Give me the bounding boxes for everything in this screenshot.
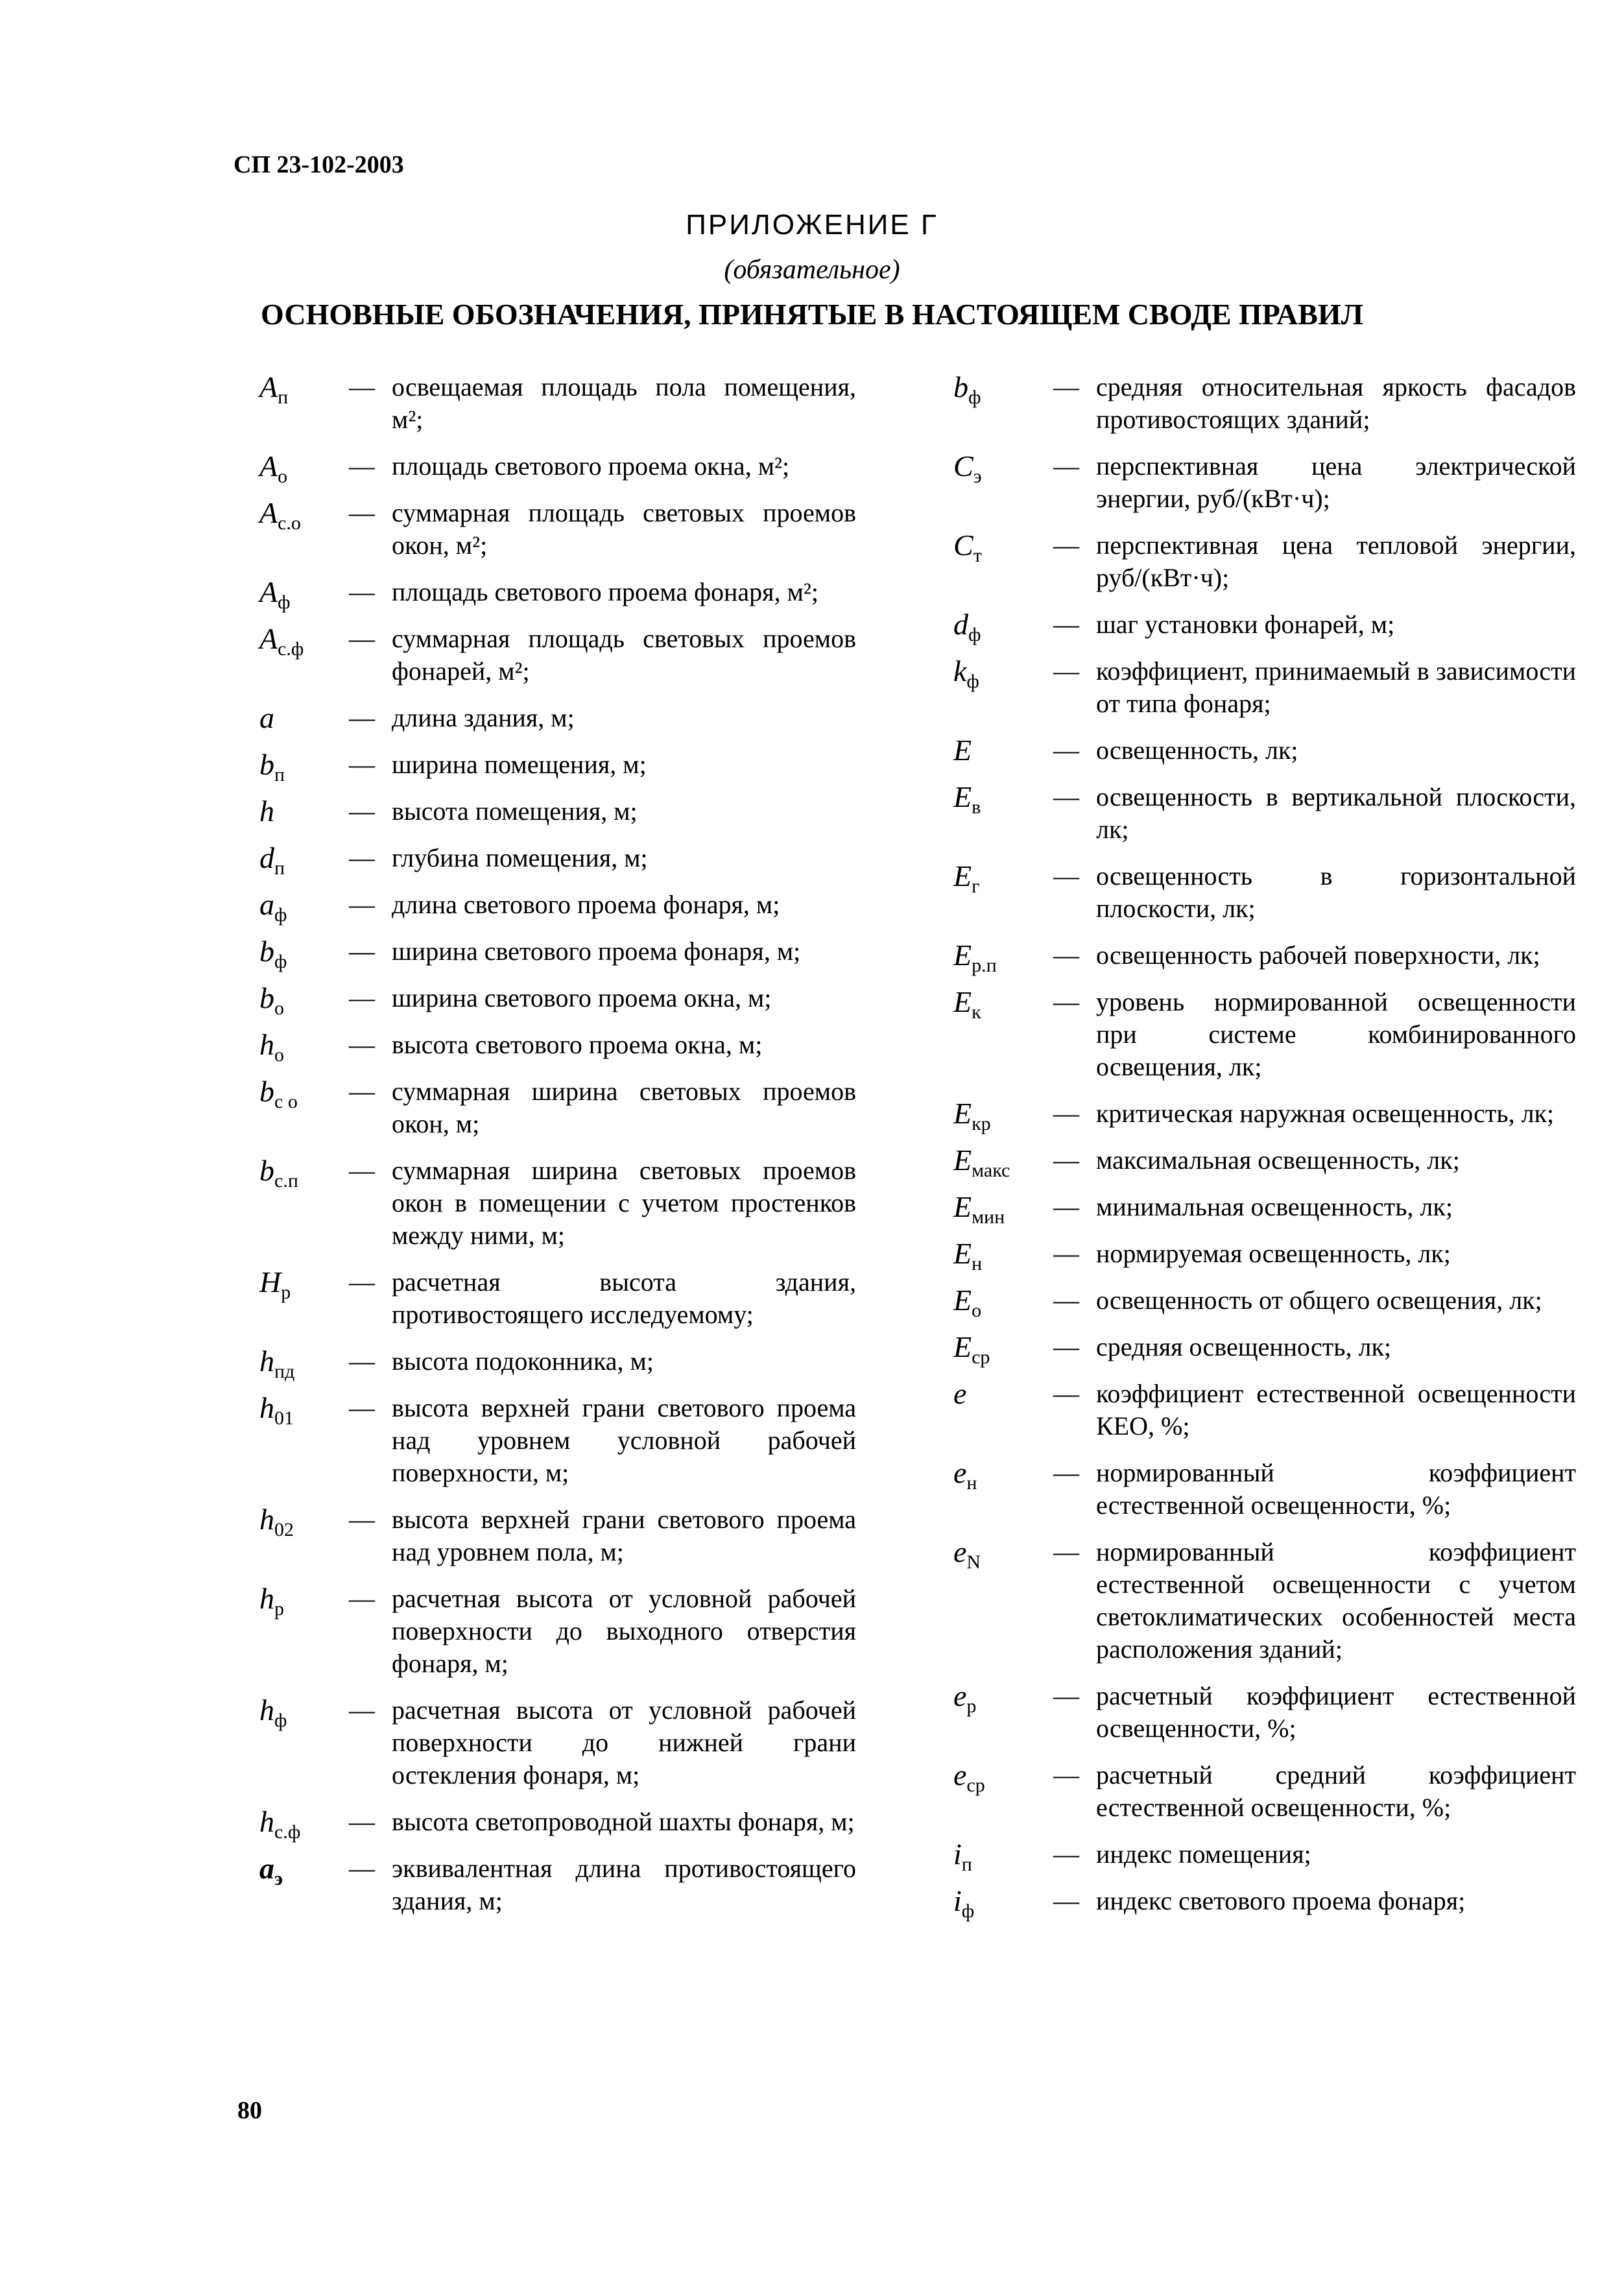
notation-subscript: макс <box>972 1160 1010 1181</box>
notation-entry <box>259 1154 856 1252</box>
notation-description: высота светопроводной шахты фонаря, м; <box>392 1807 855 1836</box>
notation-description: суммарная ширина световых проемов окон в помещении с учетом простенков между ними, м; <box>392 1156 856 1250</box>
notation-symbol: $h_о$ <box>259 1028 284 1066</box>
notation-description: освещенность, лк; <box>1096 736 1298 765</box>
notation-subscript: о <box>278 466 288 487</box>
notation-subscript: ф <box>961 1900 975 1922</box>
notation-symbol: $E_{ср}$ <box>953 1330 990 1368</box>
notation-dash: — <box>349 796 375 826</box>
notation-entry <box>259 1694 856 1791</box>
notation-subscript: п <box>274 857 285 879</box>
notation-description: расчетная высота здания, противостоящего исследуемому; <box>392 1267 856 1329</box>
notation-description: расчетный средний коэффициент естественной освещенности, %; <box>1096 1760 1576 1822</box>
notation-entry <box>953 1284 1576 1321</box>
notation-entry <box>953 734 1576 767</box>
notation-subscript: о <box>274 1044 284 1066</box>
notation-entry <box>259 1075 856 1140</box>
notation-dash: — <box>1053 1332 1079 1361</box>
notation-entry <box>953 1536 1576 1666</box>
notation-subscript: ф <box>968 387 981 408</box>
notation-symbol: $E_{р.п}$ <box>953 939 997 976</box>
notation-dash: — <box>349 1030 375 1059</box>
notation-subscript: мин <box>972 1206 1005 1228</box>
notation-symbol: $E_о$ <box>953 1284 982 1321</box>
notation-dash: — <box>349 937 375 966</box>
notation-description: расчетный коэффициент естественной освещенности, %; <box>1096 1681 1576 1743</box>
notation-dash: — <box>1053 1239 1079 1268</box>
notation-dash: — <box>1053 451 1079 481</box>
notation-description: ширина помещения, м; <box>392 750 647 779</box>
notation-subscript: 02 <box>274 1519 294 1540</box>
notation-dash: — <box>1053 782 1079 811</box>
notation-symbol: $A_о$ <box>259 449 288 487</box>
notation-symbol: $E_г$ <box>953 859 980 897</box>
notation-dash: — <box>349 372 375 401</box>
notation-dash: — <box>1053 861 1079 891</box>
notation-description: площадь светового проема окна, м²; <box>392 451 790 481</box>
notation-entry <box>259 795 856 828</box>
notation-description: коэффициент, принимаемый в зависимости от типа фонаря; <box>1096 656 1576 718</box>
notation-dash: — <box>1053 1145 1079 1175</box>
notation-entry <box>259 497 856 562</box>
notation-dash: — <box>349 890 375 919</box>
notation-subscript: р <box>966 1695 977 1717</box>
notation-dash: — <box>349 1695 375 1725</box>
notation-subscript: э <box>274 1868 283 1889</box>
notation-description: высота светового проема окна, м; <box>392 1030 763 1059</box>
notation-description: нормированный коэффициент естественной освещенности, %; <box>1096 1458 1576 1520</box>
notation-symbol: E <box>953 734 972 767</box>
notation-description: критическая наружная освещенность, лк; <box>1096 1099 1555 1128</box>
notation-subscript: о <box>274 998 284 1019</box>
main-title: ОСНОВНЫЕ ОБОЗНАЧЕНИЯ, ПРИНЯТЫЕ В НАСТОЯЩЕМ СВОДЕ ПРАВИЛ <box>261 298 1363 331</box>
notation-symbol: $C_э$ <box>953 449 982 487</box>
notation-dash: — <box>1053 736 1079 765</box>
notation-entry <box>953 939 1576 976</box>
notation-entry <box>953 529 1576 594</box>
notation-dash: — <box>349 1267 375 1297</box>
notation-entry <box>259 1028 856 1066</box>
notation-subscript: н <box>972 1253 983 1274</box>
notation-dash: — <box>349 577 375 606</box>
notation-symbol: $e_{ср}$ <box>953 1758 985 1796</box>
notation-description: освещенность в горизонтальной плоскости, лк; <box>1096 861 1576 923</box>
notation-dash: — <box>349 624 375 653</box>
notation-entry <box>259 981 856 1019</box>
notation-entry <box>953 1378 1576 1442</box>
notation-subscript: т <box>973 545 982 566</box>
notation-entry <box>953 371 1576 436</box>
notation-symbol: $b_ф$ <box>259 935 287 972</box>
notation-description: освещенность в вертикальной плоскости, лк; <box>1096 782 1576 844</box>
notation-symbol: $i_п$ <box>953 1837 972 1875</box>
notation-subscript: п <box>278 387 289 408</box>
document-header: СП 23-102-2003 <box>233 151 404 178</box>
notation-subscript: 01 <box>274 1407 294 1429</box>
notation-subscript: с.о <box>278 512 301 534</box>
notation-entry <box>953 1097 1576 1134</box>
notation-entry <box>259 1345 856 1382</box>
notation-symbol: $a_ф$ <box>259 888 287 926</box>
notation-subscript: ф <box>274 951 287 972</box>
notation-subscript: о <box>972 1300 982 1321</box>
notation-description: перспективная цена тепловой энергии, руб/(кВт·ч); <box>1096 531 1576 592</box>
notation-description: освещенность рабочей поверхности, лк; <box>1096 940 1540 970</box>
notation-description: ширина светового проема фонаря, м; <box>392 937 801 966</box>
notation-dash: — <box>349 1346 375 1376</box>
notation-description: индекс помещения; <box>1096 1839 1311 1869</box>
notation-dash: — <box>349 1584 375 1613</box>
notation-dash: — <box>349 1077 375 1106</box>
notation-subscript: с.п <box>274 1170 298 1191</box>
notation-symbol: $b_{с о}$ <box>259 1075 298 1112</box>
notation-dash: — <box>349 750 375 779</box>
notation-symbol: $E_к$ <box>953 985 981 1023</box>
notation-description: высота подоконника, м; <box>392 1346 654 1376</box>
notation-description: освещаемая площадь пола помещения, м²; <box>392 372 856 434</box>
left-notation-list <box>259 371 856 1932</box>
notation-entry <box>259 1503 856 1568</box>
notation-symbol: $b_п$ <box>259 748 285 785</box>
notation-entry <box>953 1680 1576 1745</box>
notation-description: высота верхней грани светового проема над уровнем пола, м; <box>392 1505 856 1566</box>
notation-entry <box>259 702 856 734</box>
notation-symbol: a <box>259 701 274 734</box>
notation-description: средняя освещенность, лк; <box>1096 1332 1392 1361</box>
notation-entry <box>259 841 856 879</box>
notation-dash: — <box>1053 1099 1079 1128</box>
notation-symbol: $h_ф$ <box>259 1693 287 1731</box>
notation-entry <box>259 575 856 613</box>
notation-entry <box>953 860 1576 925</box>
notation-entry <box>259 449 856 487</box>
notation-description: глубина помещения, м; <box>392 843 648 872</box>
notation-symbol: $k_ф$ <box>953 654 979 692</box>
notation-entry <box>953 1457 1576 1522</box>
notation-subscript: п <box>274 764 285 785</box>
notation-subscript: ф <box>274 904 287 926</box>
notation-description: длина светового проема фонаря, м; <box>392 890 780 919</box>
notation-description: перспективная цена электрической энергии, руб/(кВт·ч); <box>1096 451 1576 513</box>
notation-entry <box>953 450 1576 515</box>
notation-symbol: $A_ф$ <box>259 575 291 613</box>
notation-entry <box>953 608 1576 645</box>
notation-symbol: $h_{пд}$ <box>259 1345 295 1382</box>
notation-subscript: п <box>961 1854 972 1875</box>
notation-description: минимальная освещенность, лк; <box>1096 1192 1453 1221</box>
notation-symbol: $E_{кр}$ <box>953 1097 991 1134</box>
notation-dash: — <box>349 983 375 1012</box>
notation-symbol: $b_о$ <box>259 981 284 1019</box>
notation-dash: — <box>349 703 375 732</box>
notation-dash: — <box>1053 1839 1079 1869</box>
notation-description: освещенность от общего освещения, лк; <box>1096 1286 1542 1315</box>
notation-dash: — <box>1053 372 1079 401</box>
notation-entry <box>953 1143 1576 1181</box>
notation-symbol: e <box>953 1377 967 1410</box>
notation-entry <box>259 1852 856 1917</box>
notation-subscript: э <box>973 466 982 487</box>
notation-entry <box>953 655 1576 720</box>
notation-dash: — <box>1053 610 1079 639</box>
notation-subscript: ф <box>278 592 291 613</box>
notation-entry <box>259 1583 856 1680</box>
notation-entry <box>953 1759 1576 1824</box>
notation-symbol: h <box>259 795 274 828</box>
notation-dash: — <box>349 1505 375 1534</box>
notation-subscript: р <box>274 1598 284 1620</box>
notation-dash: — <box>1053 1286 1079 1315</box>
notation-entry <box>259 888 856 926</box>
notation-description: средняя относительная яркость фасадов противостоящих зданий; <box>1096 372 1576 434</box>
notation-description: индекс светового проема фонаря; <box>1096 1886 1466 1915</box>
notation-dash: — <box>1053 1458 1079 1487</box>
notation-subscript: р <box>281 1282 291 1303</box>
notation-subscript: с.ф <box>274 1821 301 1843</box>
notation-subscript: кр <box>972 1113 991 1134</box>
notation-symbol: $E_{макс}$ <box>953 1143 1010 1181</box>
notation-subscript: пд <box>274 1361 295 1382</box>
notation-entry <box>259 1805 856 1843</box>
notation-description: эквивалентная длина противостоящего здания, м; <box>392 1854 856 1915</box>
notation-description: суммарная ширина световых проемов окон, м; <box>392 1077 856 1138</box>
notation-entry <box>259 623 856 688</box>
notation-symbol: $A_п$ <box>259 370 289 408</box>
notation-description: расчетная высота от условной рабочей поверхности до выходного отверстия фонаря, м; <box>392 1584 856 1678</box>
notation-dash: — <box>1053 1192 1079 1221</box>
notation-description: длина здания, м; <box>392 703 575 732</box>
notation-dash: — <box>349 1807 375 1836</box>
notation-symbol: $C_т$ <box>953 529 982 566</box>
notation-entry <box>953 1330 1576 1368</box>
notation-symbol: $A_{с.ф}$ <box>259 622 304 660</box>
notation-dash: — <box>1053 1681 1079 1710</box>
notation-symbol: $H_р$ <box>259 1265 291 1303</box>
appendix-type: (обязательное) <box>724 255 900 285</box>
notation-dash: — <box>349 1854 375 1883</box>
notation-dash: — <box>1053 1537 1079 1566</box>
notation-dash: — <box>349 451 375 481</box>
notation-description: шаг установки фонарей, м; <box>1096 610 1395 639</box>
notation-symbol: $h_р$ <box>259 1582 284 1620</box>
notation-description: высота верхней грани светового проема над уровнем условной рабочей поверхности, м; <box>392 1393 856 1487</box>
notation-description: высота помещения, м; <box>392 796 638 826</box>
notation-symbol: $E_в$ <box>953 780 981 818</box>
notation-description: нормируемая освещенность, лк; <box>1096 1239 1451 1268</box>
notation-description: суммарная площадь световых проемов окон, м²; <box>392 498 856 560</box>
notation-description: коэффициент естественной освещенности КЕО, %; <box>1096 1379 1576 1441</box>
notation-symbol: $h_{01}$ <box>259 1391 294 1429</box>
notation-subscript: к <box>972 1001 981 1023</box>
notation-dash: — <box>1053 1760 1079 1789</box>
notation-symbol: $e_н$ <box>953 1456 977 1494</box>
notation-symbol: $i_ф$ <box>953 1884 975 1922</box>
notation-dash: — <box>1053 1379 1079 1408</box>
notation-symbol: $d_п$ <box>259 841 285 879</box>
notation-dash: — <box>349 1393 375 1422</box>
notation-symbol: $A_{с.о}$ <box>259 496 301 534</box>
notation-subscript: в <box>972 796 981 818</box>
notation-dash: — <box>1053 656 1079 686</box>
page-number: 80 <box>237 2097 262 2124</box>
notation-symbol: $d_ф$ <box>953 608 981 645</box>
notation-dash: — <box>349 498 375 527</box>
notation-subscript: н <box>966 1472 977 1494</box>
notation-entry <box>259 371 856 436</box>
notation-dash: — <box>1053 987 1079 1016</box>
notation-entry <box>953 1837 1576 1875</box>
notation-subscript: ф <box>274 1710 287 1731</box>
notation-symbol: $h_{02}$ <box>259 1503 294 1540</box>
appendix-title: ПРИЛОЖЕНИЕ Г <box>686 209 938 241</box>
notation-subscript: N <box>966 1551 981 1573</box>
notation-dash: — <box>1053 531 1079 560</box>
notation-description: суммарная площадь световых проемов фонарей, м²; <box>392 624 856 686</box>
notation-entry <box>259 1266 856 1331</box>
notation-symbol: $a_э$ <box>259 1852 283 1889</box>
notation-description: расчетная высота от условной рабочей поверхности до нижней грани остекления фонаря, м; <box>392 1695 856 1789</box>
notation-symbol: $E_{мин}$ <box>953 1190 1005 1228</box>
notation-entry <box>953 1884 1576 1922</box>
notation-symbol: $b_ф$ <box>953 370 981 408</box>
notation-subscript: ср <box>972 1346 990 1368</box>
notation-symbol: $E_н$ <box>953 1237 983 1274</box>
notation-entry <box>259 1392 856 1489</box>
notation-dash: — <box>349 1156 375 1185</box>
notation-subscript: ф <box>966 671 979 692</box>
notation-subscript: г <box>972 876 980 897</box>
notation-subscript: ср <box>966 1775 985 1796</box>
notation-symbol: $e_N$ <box>953 1535 981 1573</box>
notation-subscript: с о <box>274 1091 298 1112</box>
notation-description: уровень нормированной освещенности при системе комбинированного освещения, лк; <box>1096 987 1576 1081</box>
notation-description: максимальная освещенность, лк; <box>1096 1145 1460 1175</box>
notation-symbol: $e_р$ <box>953 1679 977 1717</box>
notation-description: ширина светового проема окна, м; <box>392 983 772 1012</box>
notation-dash: — <box>1053 1886 1079 1915</box>
notation-entry <box>953 986 1576 1083</box>
notation-dash: — <box>1053 940 1079 970</box>
notation-entry <box>953 781 1576 846</box>
notation-subscript: с.ф <box>278 638 304 660</box>
notation-entry <box>953 1237 1576 1274</box>
notation-description: нормированный коэффициент естественной освещенности с учетом светоклиматических особенностей места расположения зданий; <box>1096 1537 1576 1664</box>
notation-entry <box>259 748 856 785</box>
notation-entry <box>953 1190 1576 1228</box>
notation-dash: — <box>349 843 375 872</box>
notation-entry <box>259 935 856 972</box>
right-notation-list <box>953 371 1576 1932</box>
notation-symbol: $h_{с.ф}$ <box>259 1805 301 1843</box>
notation-symbol: $b_{с.п}$ <box>259 1154 298 1191</box>
notation-subscript: р.п <box>972 955 997 976</box>
notation-description: площадь светового проема фонаря, м²; <box>392 577 818 606</box>
notation-subscript: ф <box>968 624 981 645</box>
